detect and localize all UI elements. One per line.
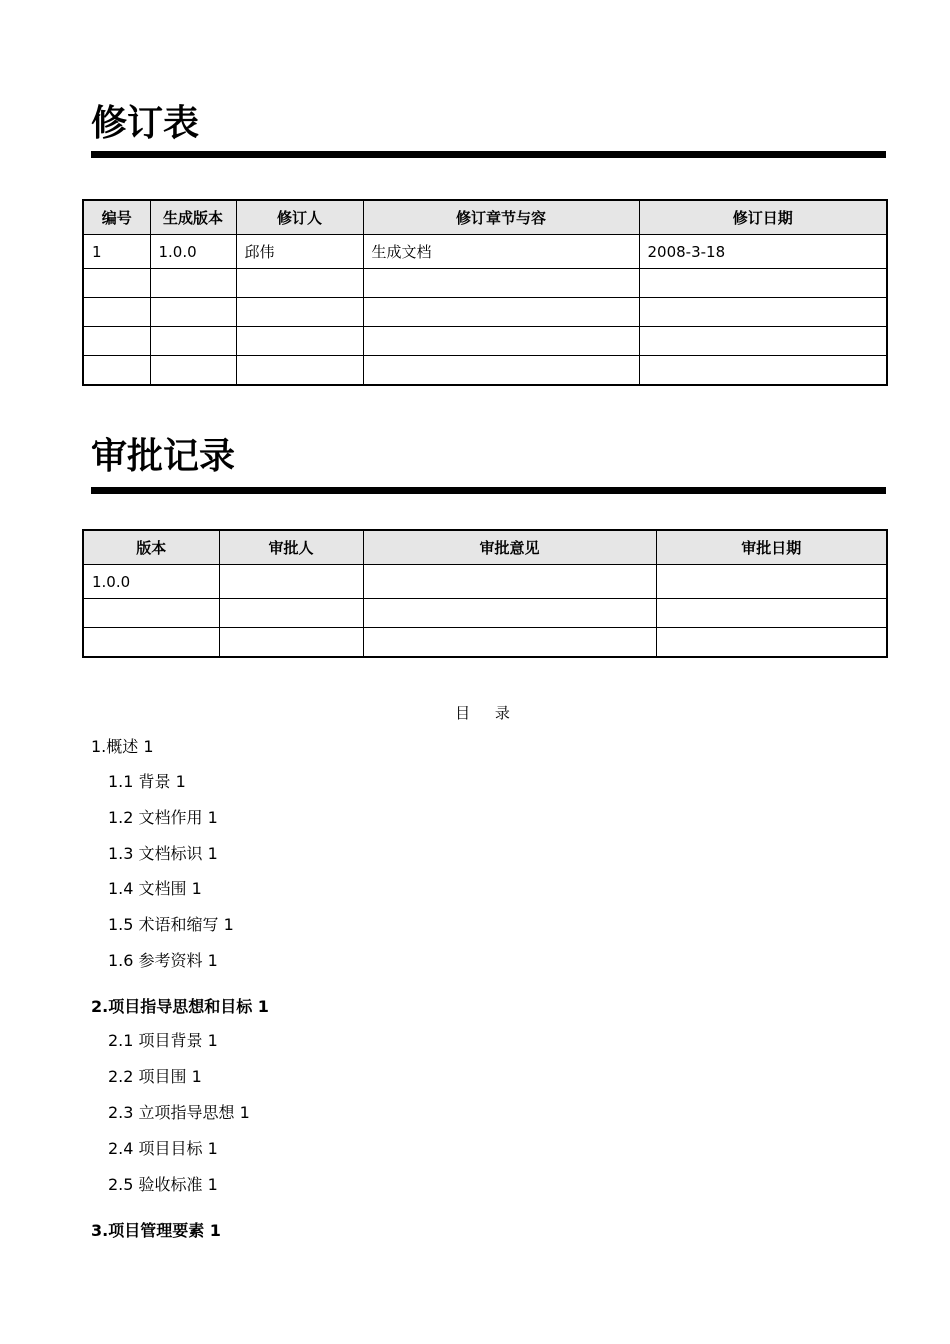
table-row xyxy=(83,599,887,628)
revision-table xyxy=(82,199,888,386)
toc-item[interactable]: 1.4 文档围 1 xyxy=(108,879,202,898)
toc-item[interactable]: 2.项目指导思想和目标 1 xyxy=(91,997,269,1016)
approval-table xyxy=(82,529,888,658)
toc-item[interactable]: 2.4 项目目标 1 xyxy=(108,1139,218,1158)
revision-col-section: 修订章节与容 xyxy=(363,200,639,235)
table-cell xyxy=(83,628,219,658)
table-cell: 1.0.0 xyxy=(150,235,236,269)
table-row xyxy=(83,628,887,658)
table-row xyxy=(83,356,887,386)
toc-heading-text: 目 录 xyxy=(455,704,520,722)
approval-col-version: 版本 xyxy=(83,530,219,565)
table-cell: 邱伟 xyxy=(236,235,363,269)
toc-item[interactable]: 1.2 文档作用 1 xyxy=(108,808,218,827)
table-cell xyxy=(363,298,639,327)
approval-col-date: 审批日期 xyxy=(656,530,887,565)
revision-table-header xyxy=(83,200,887,235)
table-cell xyxy=(150,327,236,356)
toc-item[interactable]: 1.概述 1 xyxy=(91,737,154,756)
table-cell xyxy=(150,356,236,386)
table-cell: 1 xyxy=(83,235,150,269)
table-row xyxy=(83,298,887,327)
table-cell xyxy=(236,298,363,327)
revision-col-date: 修订日期 xyxy=(639,200,887,235)
table-cell xyxy=(219,565,363,599)
table-cell xyxy=(656,599,887,628)
toc-item[interactable]: 1.5 术语和缩写 1 xyxy=(108,915,234,934)
approval-title: 审批记录 xyxy=(91,436,236,477)
table-cell xyxy=(236,269,363,298)
revision-col-version: 生成版本 xyxy=(150,200,236,235)
table-cell xyxy=(219,628,363,658)
approval-table-header xyxy=(83,530,887,565)
approval-col-opinion: 审批意见 xyxy=(363,530,656,565)
toc-item[interactable]: 2.5 验收标准 1 xyxy=(108,1175,218,1194)
table-cell xyxy=(363,628,656,658)
toc-item[interactable]: 1.3 文档标识 1 xyxy=(108,844,218,863)
table-cell xyxy=(363,327,639,356)
table-cell: 生成文档 xyxy=(363,235,639,269)
table-row xyxy=(83,327,887,356)
table-cell xyxy=(150,269,236,298)
table-cell xyxy=(150,298,236,327)
table-cell xyxy=(83,356,150,386)
table-row xyxy=(83,269,887,298)
table-cell xyxy=(83,599,219,628)
table-cell xyxy=(83,269,150,298)
table-cell xyxy=(236,327,363,356)
table-cell xyxy=(639,327,887,356)
approval-title-rule xyxy=(91,487,886,494)
table-cell xyxy=(363,269,639,298)
toc-heading xyxy=(0,702,950,723)
toc-item[interactable]: 3.项目管理要素 1 xyxy=(91,1221,221,1240)
table-cell xyxy=(656,565,887,599)
table-cell xyxy=(639,356,887,386)
approval-col-approver: 审批人 xyxy=(219,530,363,565)
revision-title: 修订表 xyxy=(91,103,200,144)
toc-item[interactable]: 2.2 项目围 1 xyxy=(108,1067,202,1086)
toc-item[interactable]: 1.6 参考资料 1 xyxy=(108,951,218,970)
table-cell xyxy=(83,298,150,327)
revision-col-no: 编号 xyxy=(83,200,150,235)
table-cell xyxy=(639,298,887,327)
table-cell xyxy=(236,356,363,386)
table-cell xyxy=(363,356,639,386)
table-cell xyxy=(219,599,363,628)
table-cell xyxy=(363,565,656,599)
toc-item[interactable]: 1.1 背景 1 xyxy=(108,772,186,791)
table-cell xyxy=(83,327,150,356)
table-cell: 1.0.0 xyxy=(83,565,219,599)
table-cell xyxy=(363,599,656,628)
table-cell xyxy=(656,628,887,658)
table-row xyxy=(83,235,887,269)
table-cell xyxy=(639,269,887,298)
toc-item[interactable]: 2.3 立项指导思想 1 xyxy=(108,1103,250,1122)
table-cell: 2008-3-18 xyxy=(639,235,887,269)
revision-col-reviser: 修订人 xyxy=(236,200,363,235)
table-row xyxy=(83,565,887,599)
toc-item[interactable]: 2.1 项目背景 1 xyxy=(108,1031,218,1050)
revision-title-rule xyxy=(91,151,886,158)
